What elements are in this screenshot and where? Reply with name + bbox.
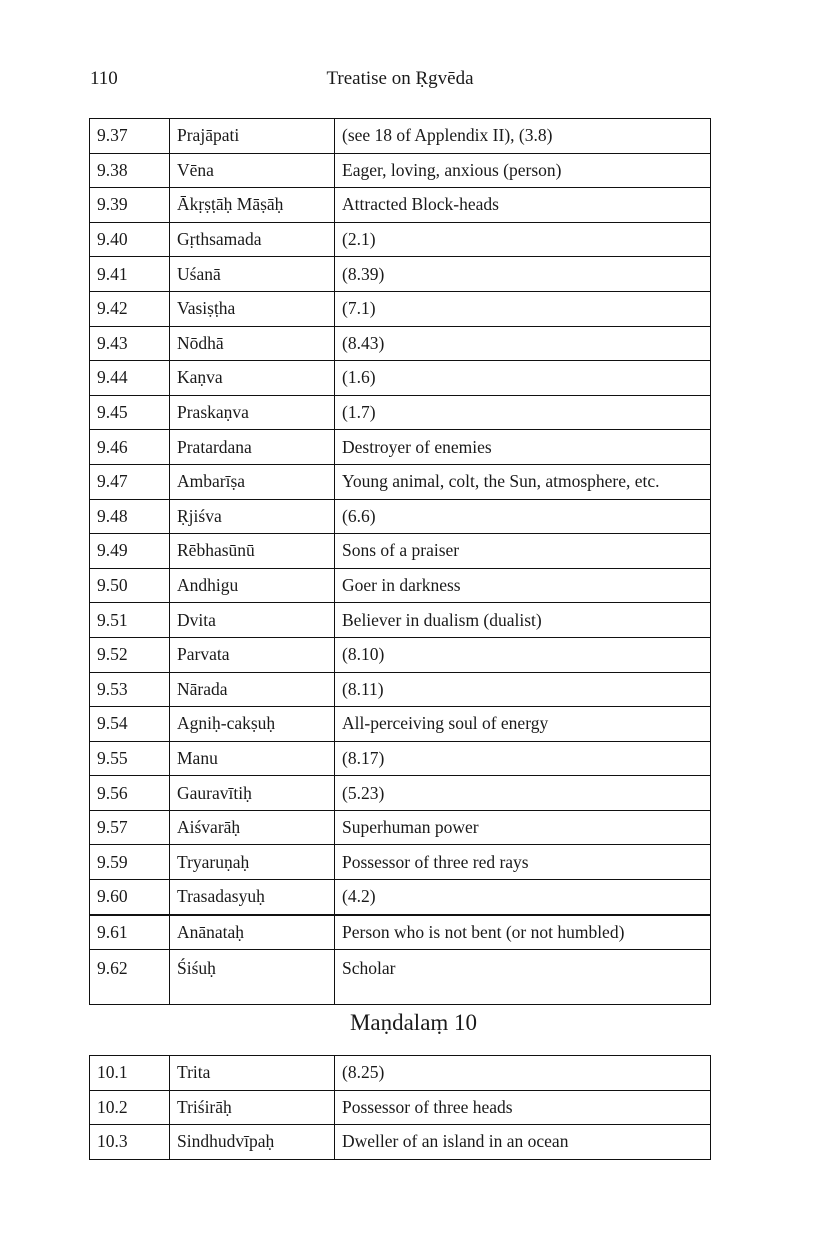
table-row	[90, 395, 711, 430]
rishi-name-cell: Vēna	[170, 153, 335, 188]
meaning-cell: Attracted Block-heads	[335, 188, 711, 223]
table-row	[90, 1056, 711, 1091]
table-row	[90, 119, 711, 154]
table-row	[90, 915, 711, 950]
table-row	[90, 464, 711, 499]
meaning-cell: (8.17)	[335, 741, 711, 776]
table-row	[90, 1090, 711, 1125]
table-row	[90, 810, 711, 845]
rishi-name-cell: Prajāpati	[170, 119, 335, 154]
rishi-name-cell: Kaṇva	[170, 361, 335, 396]
rishi-name-cell: Parvata	[170, 637, 335, 672]
table-row	[90, 257, 711, 292]
table-row	[90, 430, 711, 465]
table-row	[90, 153, 711, 188]
table-row	[90, 672, 711, 707]
rishi-name-cell: Uśanā	[170, 257, 335, 292]
page-header	[90, 68, 710, 96]
meaning-cell: Possessor of three red rays	[335, 845, 711, 880]
section-heading: Maṇdalaṃ 10	[349, 1010, 478, 1035]
table-row	[90, 568, 711, 603]
meaning-cell: Possessor of three heads	[335, 1090, 711, 1125]
table-row	[90, 499, 711, 534]
meaning-cell: (5.23)	[335, 776, 711, 811]
entry-number-cell: 9.44	[90, 361, 170, 396]
table-row	[90, 361, 711, 396]
meaning-cell: (2.1)	[335, 222, 711, 257]
entry-number-cell: 9.40	[90, 222, 170, 257]
entry-number-cell: 9.41	[90, 257, 170, 292]
rishi-name-cell: Śiśuḥ	[170, 950, 335, 1005]
rishi-name-cell: Sindhudvīpaḥ	[170, 1125, 335, 1160]
meaning-cell: Dweller of an island in an ocean	[335, 1125, 711, 1160]
table-row	[90, 603, 711, 638]
table-row	[90, 707, 711, 742]
entry-number-cell: 10.2	[90, 1090, 170, 1125]
table-row	[90, 776, 711, 811]
meaning-cell: (8.11)	[335, 672, 711, 707]
meaning-cell: Eager, loving, anxious (person)	[335, 153, 711, 188]
rishi-name-cell: Triśirāḥ	[170, 1090, 335, 1125]
entry-number-cell: 9.45	[90, 395, 170, 430]
rishi-name-cell: Ambarīṣa	[170, 464, 335, 499]
rishi-name-cell: Gṛthsamada	[170, 222, 335, 257]
entry-number-cell: 10.1	[90, 1056, 170, 1091]
rishi-name-cell: Gauravītiḥ	[170, 776, 335, 811]
meaning-cell: Superhuman power	[335, 810, 711, 845]
entry-number-cell: 9.62	[90, 950, 170, 1005]
entry-number-cell: 9.57	[90, 810, 170, 845]
meaning-cell: (8.10)	[335, 637, 711, 672]
table-row	[90, 326, 711, 361]
running-title: Treatise on Ṛgvēda	[326, 68, 474, 89]
entry-number-cell: 9.48	[90, 499, 170, 534]
meaning-cell: Sons of a praiser	[335, 534, 711, 569]
meaning-cell: (6.6)	[335, 499, 711, 534]
entry-number-cell: 9.59	[90, 845, 170, 880]
table-row	[90, 741, 711, 776]
entry-number-cell: 9.43	[90, 326, 170, 361]
rishi-name-cell: Rēbhasūnū	[170, 534, 335, 569]
meaning-cell: Believer in dualism (dualist)	[335, 603, 711, 638]
rishi-name-cell: Tryaruṇaḥ	[170, 845, 335, 880]
entry-number-cell: 9.53	[90, 672, 170, 707]
entry-number-cell: 9.47	[90, 464, 170, 499]
entry-number-cell: 9.39	[90, 188, 170, 223]
rishi-name-cell: Vasiṣṭha	[170, 291, 335, 326]
page-number: 110	[90, 68, 118, 89]
rishi-name-cell: Andhigu	[170, 568, 335, 603]
meaning-cell: (see 18 of Applendix II), (3.8)	[335, 119, 711, 154]
rishi-name-cell: Manu	[170, 741, 335, 776]
entry-number-cell: 9.38	[90, 153, 170, 188]
rishi-name-cell: Praskaṇva	[170, 395, 335, 430]
meaning-cell: Young animal, colt, the Sun, atmosphere, etc.	[335, 464, 711, 499]
rishi-name-cell: Nārada	[170, 672, 335, 707]
table-row	[90, 845, 711, 880]
table-row	[90, 950, 711, 1005]
rishi-name-cell: Aiśvarāḥ	[170, 810, 335, 845]
meaning-cell: (1.6)	[335, 361, 711, 396]
entry-number-cell: 9.60	[90, 880, 170, 915]
rishi-name-cell: Trasadasyuḥ	[170, 880, 335, 915]
entry-number-cell: 9.49	[90, 534, 170, 569]
rishi-name-cell: Ākṛṣṭāḥ Māṣāḥ	[170, 188, 335, 223]
meaning-cell: Scholar	[335, 950, 711, 1005]
meaning-cell: (8.25)	[335, 1056, 711, 1091]
meaning-cell: Goer in darkness	[335, 568, 711, 603]
table-row	[90, 291, 711, 326]
rishi-name-cell: Dvita	[170, 603, 335, 638]
meaning-cell: (8.43)	[335, 326, 711, 361]
table-row	[90, 534, 711, 569]
meaning-cell: (8.39)	[335, 257, 711, 292]
rishi-name-cell: Trita	[170, 1056, 335, 1091]
rishi-name-cell: Pratardana	[170, 430, 335, 465]
rishi-name-cell: Agniḥ-cakṣuḥ	[170, 707, 335, 742]
entry-number-cell: 9.55	[90, 741, 170, 776]
table-row	[90, 880, 711, 915]
table-row	[90, 637, 711, 672]
entry-number-cell: 9.42	[90, 291, 170, 326]
table-row	[90, 1125, 711, 1160]
rishi-name-cell: Ṛjiśva	[170, 499, 335, 534]
table-row	[90, 222, 711, 257]
meaning-cell: Destroyer of enemies	[335, 430, 711, 465]
entry-number-cell: 9.51	[90, 603, 170, 638]
entry-number-cell: 9.37	[90, 119, 170, 154]
entry-number-cell: 9.56	[90, 776, 170, 811]
meaning-cell: All-perceiving soul of energy	[335, 707, 711, 742]
rishi-name-cell: Anānataḥ	[170, 915, 335, 950]
entry-number-cell: 9.61	[90, 915, 170, 950]
entry-number-cell: 9.52	[90, 637, 170, 672]
rishi-name-cell: Nōdhā	[170, 326, 335, 361]
entry-number-cell: 10.3	[90, 1125, 170, 1160]
entry-number-cell: 9.46	[90, 430, 170, 465]
mandala-10-table	[89, 1055, 711, 1160]
meaning-cell: (1.7)	[335, 395, 711, 430]
mandala-9-table	[89, 118, 711, 1005]
entry-number-cell: 9.54	[90, 707, 170, 742]
table-row	[90, 188, 711, 223]
meaning-cell: (4.2)	[335, 880, 711, 915]
meaning-cell: Person who is not bent (or not humbled)	[335, 915, 711, 950]
entry-number-cell: 9.50	[90, 568, 170, 603]
meaning-cell: (7.1)	[335, 291, 711, 326]
